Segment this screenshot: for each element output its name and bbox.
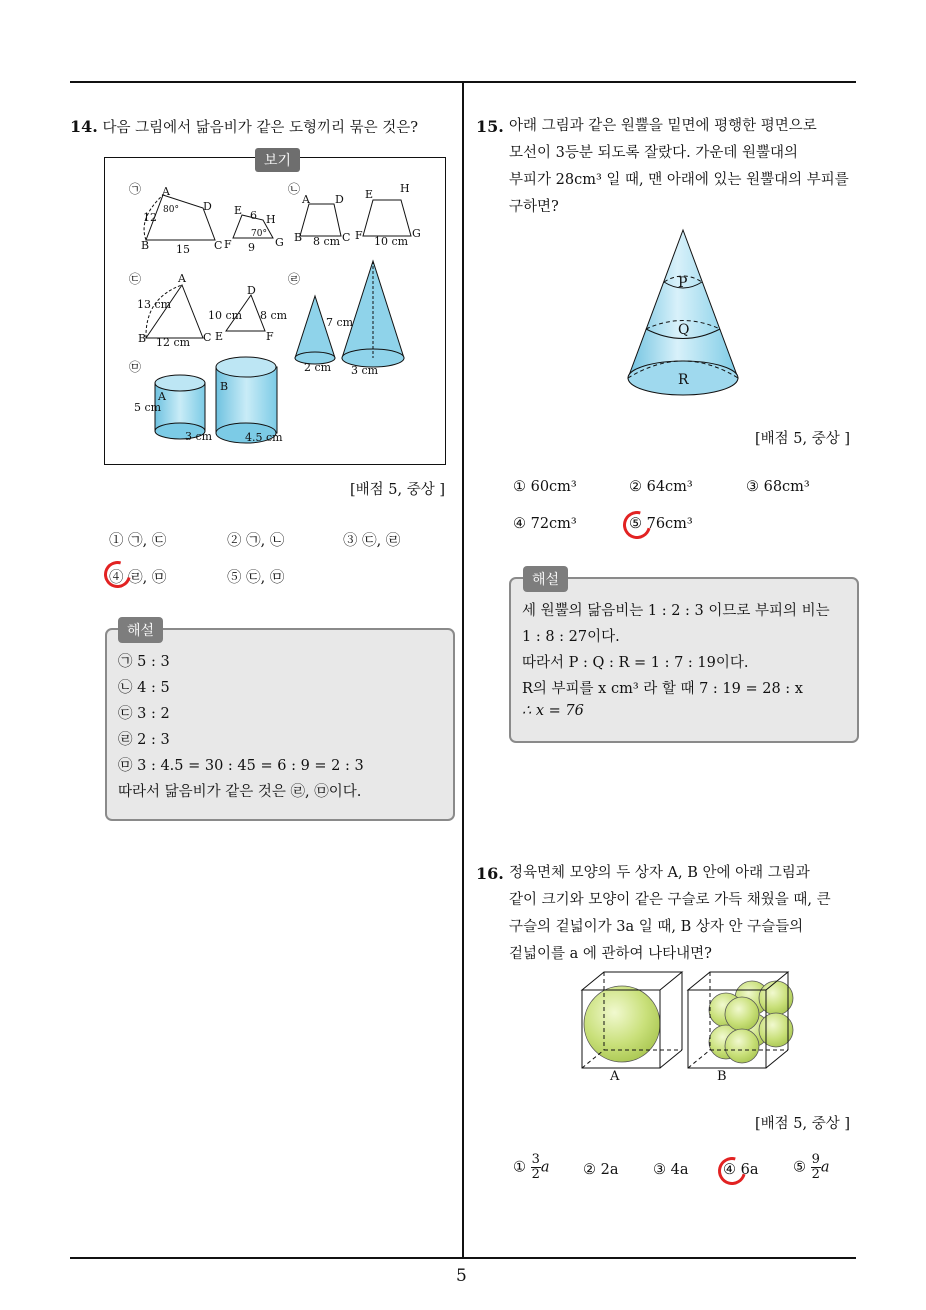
q14-choice-4[interactable]: ④ ㉣, ㉤ [109, 570, 167, 586]
fig-label: D [203, 200, 212, 213]
fig-label: E [365, 188, 374, 201]
q15-solution-tab: 해설 [523, 566, 568, 592]
choice-mark: ⑤ [793, 1159, 806, 1176]
denominator: 2 [531, 1167, 540, 1182]
fig-label: 15 [176, 243, 190, 256]
fig-label: 6 [250, 209, 257, 222]
q15-line-1: 아래 그림과 같은 원뿔을 밑면에 평행한 평면으로 [509, 118, 817, 134]
fig-label: B [294, 231, 303, 244]
q15-line-4: 구하면? [509, 199, 559, 215]
fig-label: D [247, 284, 256, 297]
fig-label: 9 [248, 241, 255, 254]
fig-label: F [266, 330, 274, 343]
q14-solution-line: 따라서 닮음비가 같은 것은 ㉣, ㉤이다. [118, 784, 362, 800]
fig-label: 7 cm [326, 316, 354, 329]
fig-label: 8 cm [260, 309, 288, 322]
q14-choice-2[interactable]: ② ㉠, ㉡ [227, 533, 285, 549]
q14-stem [70, 113, 418, 142]
q15-choice-4[interactable]: ④ 72cm³ [513, 516, 577, 532]
q15-solution-line: ∴ x = 76 [522, 703, 584, 719]
fig-label: H [400, 182, 410, 195]
q14-choice-5[interactable]: ⑤ ㉢, ㉤ [227, 570, 285, 586]
fig-label: E [215, 330, 224, 343]
q16-line-4: 겉넓이를 a 에 관하여 나타내면? [509, 946, 712, 962]
fig-label: B [220, 380, 229, 393]
box-label-B: B [717, 1069, 727, 1084]
variable: a [540, 1159, 550, 1176]
fig-label: G [275, 236, 284, 249]
q14-choice-3[interactable]: ③ ㉢, ㉣ [343, 533, 401, 549]
cone-label-P: P [678, 275, 688, 291]
fig-label: 10 cm [208, 309, 243, 322]
fig-label: H [266, 213, 276, 226]
q15-line-3: 부피가 28cm³ 일 때, 맨 아래에 있는 원뿔대의 부피를 [509, 172, 849, 188]
q15-choice-3[interactable]: ③ 68cm³ [746, 479, 810, 495]
fig-label: A [178, 272, 186, 285]
q14-number: 14. [70, 117, 98, 136]
q15-choice-2[interactable]: ② 64cm³ [629, 479, 693, 495]
fig-label: 3 cm [185, 430, 213, 443]
q16-line-2: 같이 크기와 모양이 같은 구슬로 가득 채웠을 때, 큰 [509, 892, 831, 908]
fig-label: C [203, 331, 212, 344]
fig-label: C [342, 231, 351, 244]
fig-label: D [335, 193, 344, 206]
q16-line-3: 구슬의 겉넓이가 3a 일 때, B 상자 안 구슬들의 [509, 919, 804, 935]
bottom-rule [70, 1257, 856, 1259]
page-number: 5 [456, 1266, 467, 1286]
label-g1: ㉠ [129, 182, 142, 196]
q15-solution-line: 따라서 P : Q : R = 1 : 7 : 19이다. [522, 655, 749, 671]
fig-label: C [214, 239, 223, 252]
quad-ABCD-2 [300, 204, 341, 236]
box-label-A: A [610, 1069, 620, 1084]
fig-label: 10 cm [374, 235, 409, 248]
fig-label: 12 [143, 211, 157, 224]
q15-choice-1[interactable]: ① 60cm³ [513, 479, 577, 495]
cone-label-Q: Q [678, 322, 690, 338]
q14-solution-line: ㉢ 3 : 2 [118, 706, 170, 722]
q14-score: [배점 5, 중상 ] [350, 482, 446, 498]
fig-label: 3 cm [351, 364, 379, 377]
q15-solution-line: 1 : 8 : 27이다. [522, 629, 620, 645]
fig-label: A [162, 185, 170, 198]
q15-number: 15. [476, 117, 504, 136]
triangle-ABC [146, 285, 203, 338]
q15-line-2: 모선이 3등분 되도록 잘랐다. 가운데 원뿔대의 [509, 145, 799, 161]
q14-choice-1[interactable]: ① ㉠, ㉢ [109, 533, 167, 549]
fig-label: 12 cm [156, 336, 191, 349]
q15-choice-5[interactable]: ⑤ 76cm³ [629, 516, 693, 532]
fig-label: 5 cm [134, 401, 162, 414]
q14-solution-line: ㉣ 2 : 3 [118, 732, 170, 748]
center-divider [462, 83, 464, 1258]
q14-answer-mark [99, 556, 136, 593]
q16-choice-2[interactable]: ② 2a [583, 1162, 619, 1178]
fig-label: F [355, 229, 363, 242]
q15-solution-line: 세 원뿔의 닮음비는 1 : 2 : 3 이므로 부피의 비는 [522, 603, 830, 619]
fig-label: 4.5 cm [245, 431, 283, 444]
fig-label: A [302, 193, 310, 206]
numerator: 9 [811, 1152, 820, 1167]
q14-solution-tab: 해설 [118, 617, 163, 643]
choice-mark: ① [513, 1159, 526, 1176]
q14-figure-box [104, 153, 446, 465]
fraction [811, 1153, 821, 1182]
fig-label: B [138, 332, 147, 345]
q16-score: [배점 5, 중상 ] [755, 1116, 851, 1132]
denominator: 2 [811, 1167, 820, 1182]
fig-label: A [158, 390, 166, 403]
fig-label: 2 cm [304, 361, 332, 374]
q14-solution-line: ㉠ 5 : 3 [118, 654, 170, 670]
q15-solution-line: R의 부피를 x cm³ 라 할 때 7 : 19 = 28 : x [522, 681, 803, 697]
q16-choice-1[interactable] [513, 1153, 550, 1182]
q16-number: 16. [476, 864, 504, 883]
q16-boxes-figure [580, 970, 810, 1070]
q14-solution-line: ㉤ 3 : 4.5 = 30 : 45 = 6 : 9 = 2 : 3 [118, 758, 364, 774]
fig-label: G [412, 227, 421, 240]
label-g3: ㉢ [129, 272, 142, 286]
q14-solution-line: ㉡ 4 : 5 [118, 680, 170, 696]
variable: a [820, 1159, 830, 1176]
q16-choice-3[interactable]: ③ 4a [653, 1162, 689, 1178]
label-g4: ㉣ [288, 272, 301, 286]
fig-label: F [224, 238, 232, 251]
q15-score: [배점 5, 중상 ] [755, 431, 851, 447]
box-B [688, 972, 793, 1068]
q16-choice-4[interactable]: ④ 6a [723, 1162, 759, 1178]
quad-EFGH-2 [363, 200, 411, 236]
fraction [531, 1153, 541, 1182]
fig-label: E [234, 204, 243, 217]
fig-label: 80° [163, 205, 179, 215]
q16-answer-mark [713, 1152, 751, 1190]
boki-label: 보기 [255, 148, 300, 172]
q16-line-1: 정육면체 모양의 두 상자 A, B 안에 아래 그림과 [509, 865, 810, 881]
q15-answer-mark [618, 506, 656, 544]
box-A [582, 972, 682, 1068]
label-g2: ㉡ [288, 182, 301, 196]
numerator: 3 [531, 1152, 540, 1167]
fig-label: 70° [251, 229, 267, 239]
cone-body [628, 230, 738, 378]
fig-label: 8 cm [313, 235, 341, 248]
label-g5: ㉤ [129, 360, 142, 374]
fig-label: B [141, 239, 150, 252]
q14-text: 다음 그림에서 닮음비가 같은 도형끼리 묶은 것은? [102, 120, 419, 136]
fig-label: 13 cm [137, 298, 172, 311]
cone-label-R: R [678, 372, 689, 388]
q16-choice-5[interactable] [793, 1153, 830, 1182]
